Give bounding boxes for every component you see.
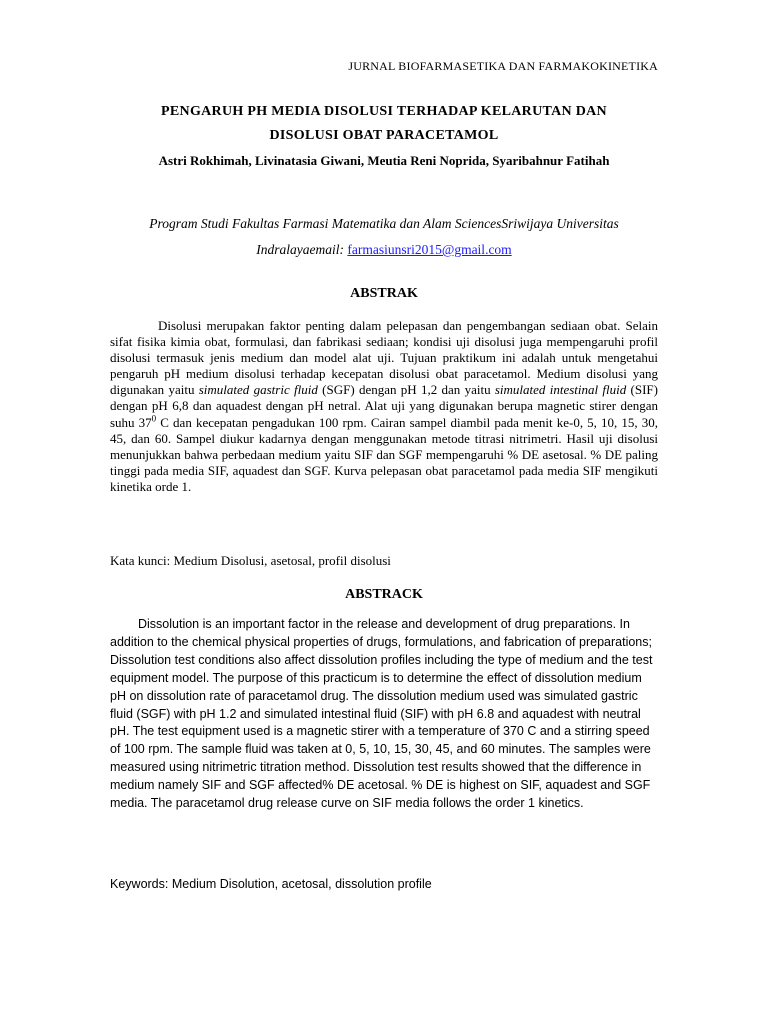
abstrak-italic-sgf: simulated gastric fluid <box>198 382 318 398</box>
affiliation-line-2 <box>100 242 668 258</box>
abstrak-heading: ABSTRAK <box>350 286 418 301</box>
abstrak-body <box>110 318 658 495</box>
paper-title-line-2: DISOLUSI OBAT PARACETAMOL <box>269 128 499 143</box>
journal-header: JURNAL BIOFARMASETIKA DAN FARMAKOKINETIKA <box>348 59 658 73</box>
abstrack-paragraph: Dissolution is an important factor in the release and development of drug preparations. In addition to the chemical physical properties of drugs, formulations, and fabrication of preparations; Dissolution test conditions also affect dissolution profiles including the type of medium and the test equipment model. The purpose of this practicum is to determine the effect of dissolution medium pH on dissolution rate of paracetamol drug. The dissolution medium used was simulated gastric fluid (SGF) with pH 1.2 and simulated intestinal fluid (SIF) with pH 6.8 and aquadest with neutral pH. The test equipment used is a magnetic stirer with a temperature of 370 C and a stirring speed of 100 rpm. The sample fluid was taken at 0, 5, 10, 15, 30, 45, and 60 minutes. The samples were measured using nitrimetric titration method. Dissolution test results showed that the difference in medium namely SIF and SGF affected% DE acetosal. % DE is highest on SIF, aquadest and SGF media. The paracetamol drug release curve on SIF media follows the order 1 kinetics. <box>110 617 653 811</box>
abstrak-paragraph <box>110 318 658 495</box>
author-list: Astri Rokhimah, Livinatasia Giwani, Meutia Reni Noprida, Syaribahnur Fatihah <box>158 153 610 168</box>
kata-kunci: Kata kunci: Medium Disolusi, asetosal, profil disolusi <box>110 553 391 568</box>
abstrak-text-2: (SGF) dengan pH 1,2 dan yaitu <box>317 382 495 398</box>
affiliation-line-1: Program Studi Fakultas Farmasi Matematika dan Alam SciencesSriwijaya Universitas <box>149 216 619 231</box>
degree-superscript: 0 <box>151 413 157 424</box>
abstrak-text-3: (SIF) dengan pH 6,8 dan aquadest dengan pH netral. Alat uji yang digunakan berupa magnetic stirer dengan suhu 37 <box>110 382 658 430</box>
keywords-en: Keywords: Medium Disolution, acetosal, dissolution profile <box>110 877 432 891</box>
abstrack-body <box>110 616 658 813</box>
abstrak-text-1: Disolusi merupakan faktor penting dalam pelepasan dan pengembangan sediaan obat. Selain sifat fisika kimia obat, formulasi, dan fabrikasi sediaan; kondisi uji disolusi juga mempengaruhi profil disolusi termasuk jenis medium dan model alat uji. Tujuan praktikum ini adalah untuk mengetahui pengaruh pH medium disolusi terhadap kecepatan disolusi obat paracetamol. Medium disolusi yang digunakan yaitu <box>110 318 658 398</box>
abstrack-heading: ABSTRACK <box>345 587 423 602</box>
email-link[interactable]: farmasiunsri2015@gmail.com <box>347 242 512 257</box>
paper-title-line-1: PENGARUH PH MEDIA DISOLUSI TERHADAP KELARUTAN DAN <box>161 104 607 119</box>
abstrak-italic-sif: simulated intestinal fluid <box>494 382 627 398</box>
abstrak-text-4: C dan kecepatan pengadukan 100 rpm. Cairan sampel diambil pada menit ke-0, 5, 10, 15, 30, 45, dan 60. Sampel diukur kadarnya dengan menggunakan metode titrasi nitrimetri. Hasil uji disolusi menunjukkan bahwa perbedaan medium yaitu SIF dan SGF mempengaruhi % DE asetosal. % DE paling tinggi pada media SIF, aquadest dan SGF. Kurva pelepasan obat paracetamol pada media SIF mengikuti kinetika orde 1. <box>110 414 658 494</box>
affiliation-prefix: Indralayaemail: <box>256 242 348 257</box>
